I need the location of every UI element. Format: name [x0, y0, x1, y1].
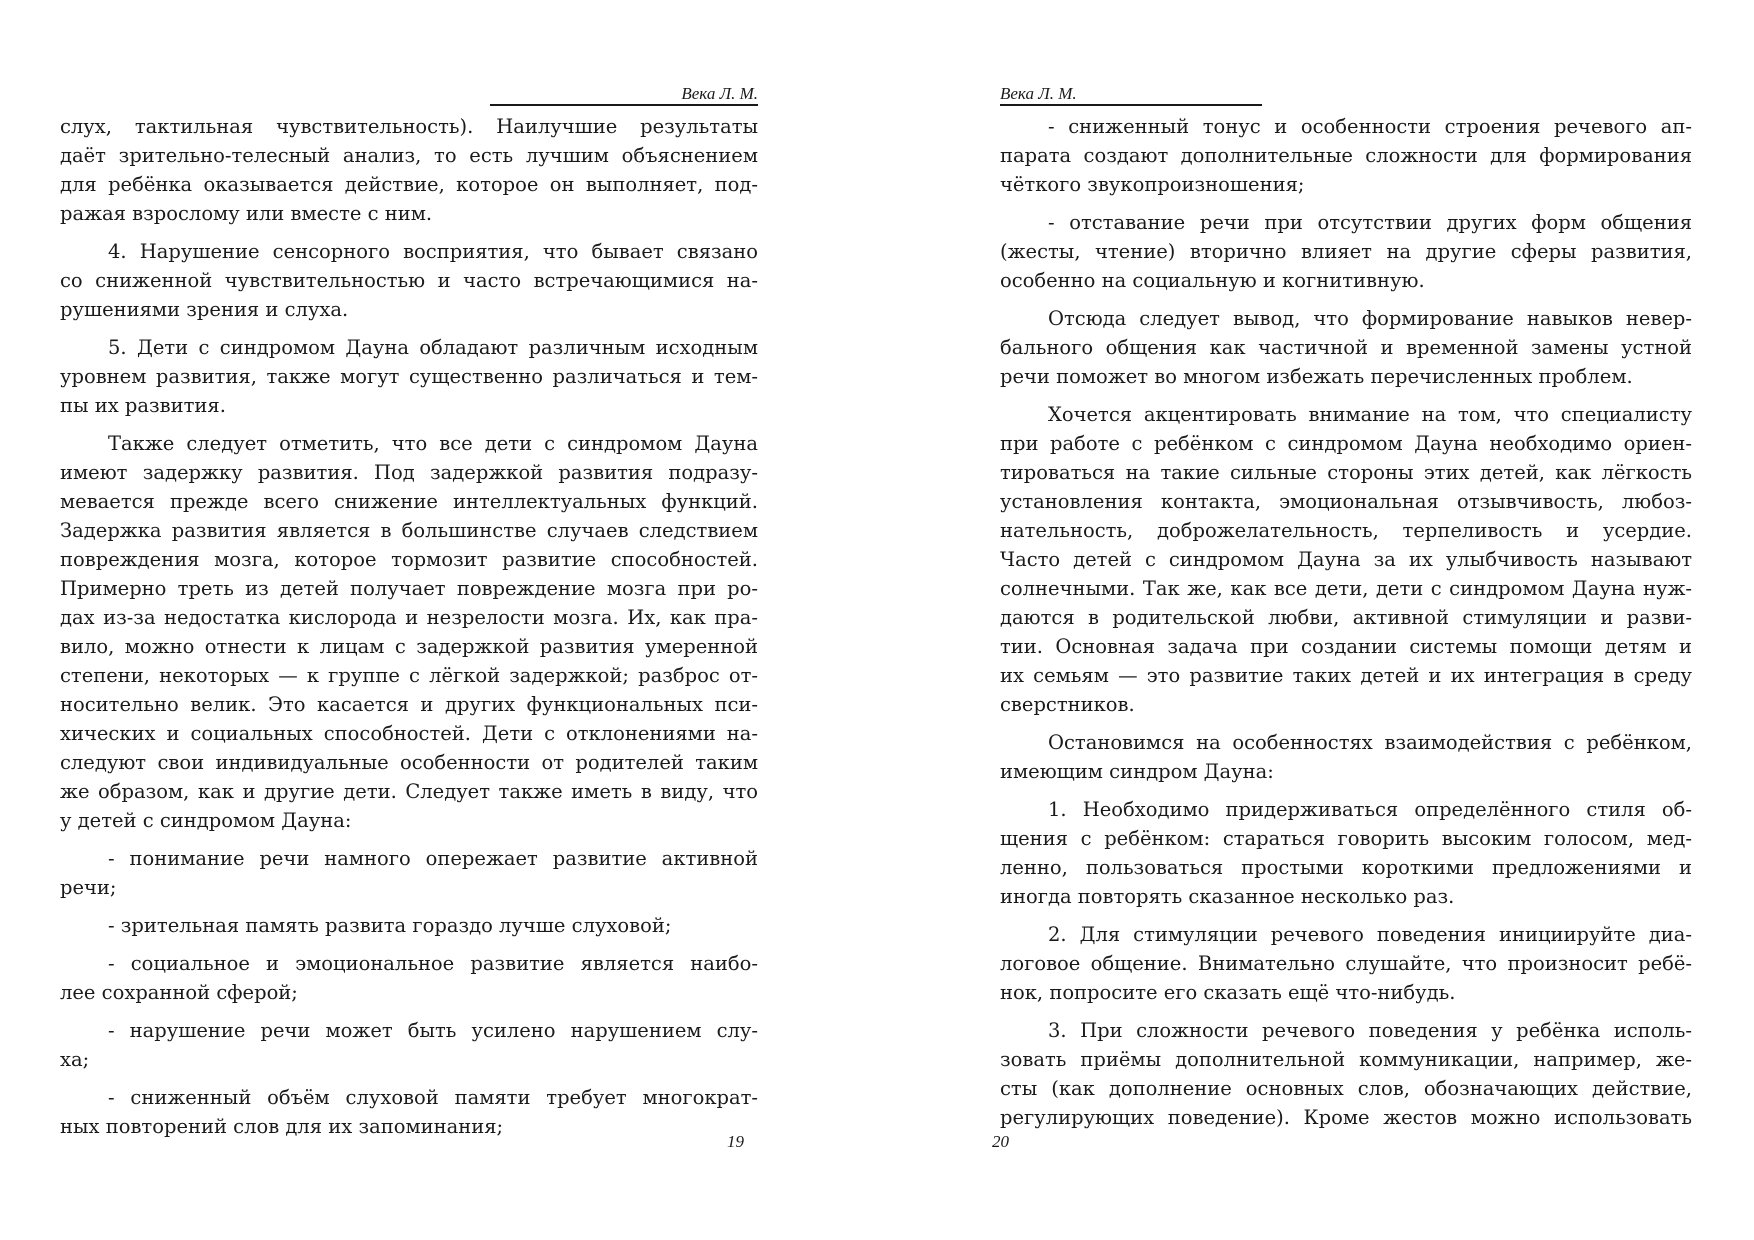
page-number-left: 19	[727, 1132, 744, 1151]
text-line: 3. При сложности речевого поведения у ребёнка исполь-	[1048, 1019, 1692, 1042]
paragraph	[1000, 920, 1692, 1007]
text-line: же образом, как и другие дети. Следует также иметь в виду, что	[60, 780, 758, 803]
text-line: 5. Дети с синдромом Дауна обладают различным исходным	[108, 336, 758, 359]
text-line: солнечными. Так же, как все дети, дети с синдромом Дауна нуж-	[1000, 577, 1692, 600]
text-line: регулирующих поведение). Кроме жестов можно использовать	[1000, 1106, 1692, 1129]
right-page-body	[1000, 112, 1692, 1141]
text-line: мевается прежде всего снижение интеллектуальных функций.	[60, 490, 758, 513]
text-line: их семьям — это развитие таких детей и их интеграция в среду	[1000, 664, 1692, 687]
text-line: (жесты, чтение) вторично влияет на другие сферы развития,	[1000, 240, 1692, 263]
text-line: нательность, доброжелательность, терпеливость и усердие.	[1000, 519, 1692, 542]
text-line: парата создают дополнительные сложности для формирования	[1000, 144, 1692, 167]
right-page	[992, 0, 1692, 1240]
text-line: вило, можно отнести к лицам с задержкой развития умеренной	[60, 635, 758, 658]
text-line: у детей с синдромом Дауна:	[60, 809, 352, 832]
text-line: лее сохранной сферой;	[60, 981, 298, 1004]
text-line: чёткого звукопроизношения;	[1000, 173, 1305, 196]
left-page	[60, 0, 758, 1240]
text-line: рушениями зрения и слуха.	[60, 298, 349, 321]
paragraph	[60, 1083, 758, 1141]
running-head-right: Века Л. М.	[1000, 84, 1077, 103]
left-page-body	[60, 112, 758, 1150]
text-line: Хочется акцентировать внимание на том, что специалисту	[1048, 403, 1692, 426]
text-line: тии. Основная задача при создании системы помощи детям и	[1000, 635, 1692, 658]
text-line: Часто детей с синдромом Дауна за их улыбчивость называют	[1000, 548, 1692, 571]
text-line: особенно на социальную и когнитивную.	[1000, 269, 1425, 292]
text-line: - сниженный тонус и особенности строения речевого ап-	[1048, 115, 1692, 138]
paragraph	[60, 911, 758, 940]
text-line: сты (как дополнение основных слов, обозначающих действие,	[1000, 1077, 1692, 1100]
text-line: Остановимся на особенностях взаимодействия с ребёнком,	[1048, 731, 1692, 754]
text-line: следуют свои индивидуальные особенности от родителей таким	[60, 751, 758, 774]
paragraph	[60, 429, 758, 835]
paragraph	[1000, 304, 1692, 391]
text-line: повреждения мозга, которое тормозит развитие способностей.	[60, 548, 758, 571]
text-line: Задержка развития является в большинстве случаев следствием	[60, 519, 758, 542]
header-rule-right	[1000, 104, 1262, 106]
paragraph	[60, 112, 758, 228]
paragraph	[60, 949, 758, 1007]
paragraph	[60, 844, 758, 902]
header-rule-left	[490, 104, 758, 106]
text-line: Отсюда следует вывод, что формирование навыков невер-	[1048, 307, 1692, 330]
text-line: тироваться на такие сильные стороны этих детей, как лёгкость	[1000, 461, 1692, 484]
text-line: ленно, пользоваться простыми короткими предложениями и	[1000, 856, 1692, 879]
text-line: степени, некоторых — к группе с лёгкой задержкой; разброс от-	[60, 664, 758, 687]
paragraph	[1000, 400, 1692, 719]
running-head-left: Века Л. М.	[681, 84, 758, 103]
text-line: при работе с ребёнком с синдромом Дауна необходимо ориен-	[1000, 432, 1692, 455]
text-line: ражая взрослому или вместе с ним.	[60, 202, 433, 225]
text-line: ных повторений слов для их запоминания;	[60, 1115, 504, 1138]
text-line: зовать приёмы дополнительной коммуникации, например, же-	[1000, 1048, 1692, 1071]
text-line: 1. Необходимо придерживаться определённого стиля об-	[1048, 798, 1692, 821]
text-line: - социальное и эмоциональное развитие является наибо-	[108, 952, 758, 975]
text-line: - сниженный объём слуховой памяти требует многократ-	[108, 1086, 758, 1109]
paragraph	[60, 1016, 758, 1074]
text-line: - отставание речи при отсутствии других форм общения	[1048, 211, 1692, 234]
paragraph	[60, 237, 758, 324]
text-line: установления контакта, эмоциональная отзывчивость, любоз-	[1000, 490, 1692, 513]
text-line: даются в родительской любви, активной стимуляции и разви-	[1000, 606, 1692, 629]
page-number-right: 20	[992, 1132, 1009, 1151]
text-line: дах из-за недостатка кислорода и незрелости мозга. Их, как пра-	[60, 606, 758, 629]
text-line: Также следует отметить, что все дети с синдромом Дауна	[108, 432, 758, 455]
text-line: 2. Для стимуляции речевого поведения инициируйте диа-	[1048, 923, 1692, 946]
text-line: для ребёнка оказывается действие, которое он выполняет, под-	[60, 173, 758, 196]
text-line: Примерно треть из детей получает повреждение мозга при ро-	[60, 577, 758, 600]
text-line: ха;	[60, 1048, 90, 1071]
text-line: даёт зрительно-телесный анализ, то есть лучшим объяснением	[60, 144, 758, 167]
text-line: слух, тактильная чувствительность). Наилучшие результаты	[60, 115, 758, 138]
text-line: со сниженной чувствительностью и часто встречающимися на-	[60, 269, 758, 292]
paragraph	[1000, 1016, 1692, 1132]
text-line: уровнем развития, также могут существенно различаться и тем-	[60, 365, 758, 388]
text-line: речи;	[60, 876, 117, 899]
text-line: - понимание речи намного опережает развитие активной	[108, 847, 758, 870]
text-line: - зрительная память развита гораздо лучше слуховой;	[108, 914, 672, 937]
text-line: нок, попросите его сказать ещё что-нибудь.	[1000, 981, 1456, 1004]
text-line: логовое общение. Внимательно слушайте, что произносит ребё-	[1000, 952, 1692, 975]
paragraph	[1000, 112, 1692, 199]
text-line: пы их развития.	[60, 394, 226, 417]
text-line: хических и социальных способностей. Дети с отклонениями на-	[60, 722, 758, 745]
text-line: 4. Нарушение сенсорного восприятия, что бывает связано	[108, 240, 758, 263]
text-line: речи поможет во многом избежать перечисленных проблем.	[1000, 365, 1633, 388]
text-line: носительно велик. Это касается и других функциональных пси-	[60, 693, 758, 716]
paragraph	[1000, 208, 1692, 295]
text-line: имеющим синдром Дауна:	[1000, 760, 1274, 783]
paragraph	[1000, 728, 1692, 786]
paragraph	[60, 333, 758, 420]
text-line: бального общения как частичной и временной замены устной	[1000, 336, 1692, 359]
text-line: щения с ребёнком: стараться говорить высоким голосом, мед-	[1000, 827, 1692, 850]
text-line: иногда повторять сказанное несколько раз.	[1000, 885, 1455, 908]
paragraph	[1000, 795, 1692, 911]
text-line: имеют задержку развития. Под задержкой развития подразу-	[60, 461, 758, 484]
text-line: - нарушение речи может быть усилено нарушением слу-	[108, 1019, 758, 1042]
text-line: сверстников.	[1000, 693, 1135, 716]
